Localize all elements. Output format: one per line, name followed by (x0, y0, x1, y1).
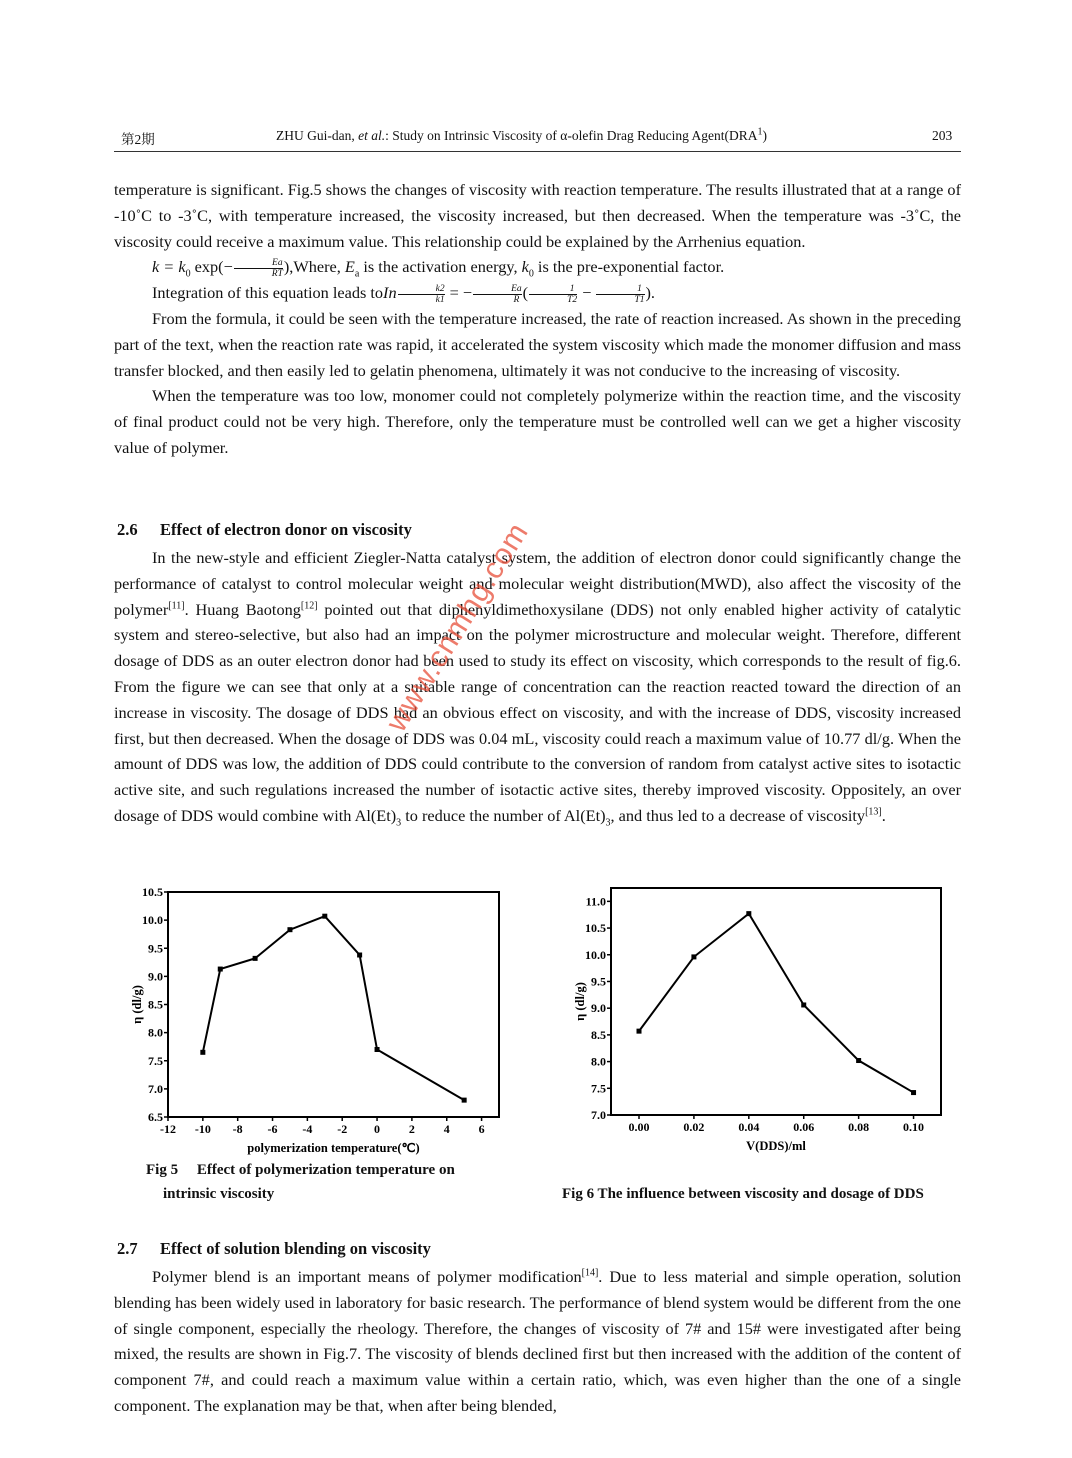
x-tick-label: -6 (267, 1122, 278, 1136)
data-point (322, 914, 327, 919)
x-tick-label: 0.10 (903, 1120, 925, 1134)
y-tick-label: 8.0 (148, 1025, 163, 1040)
x-tick-label: -2 (337, 1122, 348, 1136)
data-point (200, 1050, 205, 1055)
x-tick-label: 2 (408, 1122, 415, 1136)
y-tick-label: 8.0 (591, 1054, 606, 1069)
body-text-2-6 (114, 545, 961, 829)
x-tick-label: 4 (443, 1122, 450, 1136)
page-number: 203 (932, 128, 953, 143)
y-tick-label: 10.5 (142, 885, 163, 899)
y-tick-label: 7.0 (148, 1081, 163, 1096)
subscript: 3 (605, 817, 611, 829)
y-tick-label: 8.5 (148, 997, 163, 1012)
section-heading-2-7: 2.7 Effect of solution blending on viscosity (117, 1239, 431, 1258)
citation-ref: [14] (581, 1267, 599, 1279)
chart-fig6 (555, 876, 965, 1166)
data-point (253, 956, 258, 961)
series-line (203, 916, 464, 1100)
x-tick-label: -12 (160, 1122, 176, 1136)
data-point (856, 1058, 861, 1063)
fig5-caption: Fig 5 Effect of polymerization temperature on intrinsic viscosity (146, 1162, 455, 1202)
y-tick-label: 9.5 (591, 974, 606, 989)
y-tick-label: 9.5 (148, 941, 163, 956)
x-tick-label: 6 (478, 1122, 485, 1136)
chart-fig5 (110, 880, 520, 1160)
x-tick-label: 0.02 (683, 1120, 705, 1134)
data-point (801, 1002, 806, 1007)
watermark: www.cnmhg.com (380, 516, 536, 738)
x-tick-label: 0.00 (628, 1120, 650, 1134)
y-tick-label: 10.0 (142, 913, 163, 928)
y-tick-label: 9.0 (148, 969, 163, 984)
data-point (691, 954, 696, 959)
section-heading-2-6: 2.6 Effect of electron donor on viscosity (117, 520, 412, 539)
equation-arrhenius: $k = k_0$ exp(− $\frac{Ea}{RT}$ ),Where, $E_a$ is the activation energy, $k_0$ is the pre-exponential factor. (152, 257, 725, 280)
y-tick-label: 7.5 (148, 1053, 163, 1068)
y-tick-label: 7.0 (591, 1108, 606, 1122)
data-point (375, 1047, 380, 1052)
x-tick-label: -4 (302, 1122, 313, 1136)
paragraph: In the new-style and efficient Ziegler-Natta catalyst system, the addition of electron donor could significantly change the performance of catalyst to control molecular weight and molecular weight distribution(MWD), also affect the viscosity of the polymer[11]. Huang Baotong[12] pointed out that diphenyldimethoxysilane (DDS) not only enabled higher activity of catalytic system and stereo-selective, but also had an impact on the polymer microstructure and molecular weight. Therefore, different dosage of DDS as an outer electron donor had been used to study its effect on viscosity, which corresponds to the result of fig.6. From the figure we can see that only at a suitable range of concentration can the reaction reacted toward the direction of an increase in viscosity. The dosage of DDS had an obvious effect on viscosity, and with the increase of DDS, viscosity increased first, but then decreased. When the dosage of DDS was 0.04 mL, viscosity could reach a maximum value of 10.77 dl/g. When the amount of DDS was low, the addition of DDS could contribute to the conversion of random from catalyst active sites to isotactic active site, and such regulations increased the number of isotactic active sites, thereby improved viscosity. Oppositely, an over dosage of DDS would combine with $Al(Et)_3$ to reduce the number of $Al(Et)_3$, and thus led to a decrease of viscosity[13]. (114, 548, 962, 829)
x-tick-label: 0 (374, 1122, 381, 1136)
issue-number: 第2期 (121, 132, 155, 147)
data-point (357, 953, 362, 958)
x-tick-label: 0.08 (848, 1120, 870, 1134)
y-tick-label: 11.0 (585, 894, 606, 909)
x-axis-label: V(DDS)/ml (746, 1139, 806, 1153)
data-point (637, 1029, 642, 1034)
paragraph: When the temperature was too low, monomer could not completely polymerize within the reaction time, and the viscosity of final product could not be very high. Therefore, only the temperature must be controlled well can we get a higher viscosity value of polymer. (114, 386, 961, 457)
body-text-top (114, 177, 961, 461)
equation-integration: Integration of this equation leads toIn $\frac{k2}{k1}$ = − $\frac{Ea}{R}$ ( $\frac{1}{T2}$ − $\frac{1}{T1}$ ). (152, 283, 655, 305)
data-point (287, 927, 292, 932)
y-tick-label: 10.5 (585, 921, 606, 936)
fig6-caption: Fig 6 The influence between viscosity and dosage of DDS (562, 1186, 924, 1202)
paragraph: temperature is significant. Fig.5 shows the changes of viscosity with reaction temperature. The results illustrated that at a range of -10˚C to -3˚C, with temperature increased, the viscosity increased, but then decreased. When the temperature was -3˚C, the viscosity could receive a maximum value. This relationship could be explained by the Arrhenius equation. (114, 180, 961, 251)
body-text-2-7 (114, 1264, 961, 1419)
citation-ref: [11] (168, 600, 185, 612)
header-rule (114, 151, 961, 152)
y-axis-label: η (dl/g) (130, 985, 144, 1024)
x-tick-label: -8 (232, 1122, 243, 1136)
y-tick-label: 9.0 (591, 1001, 606, 1016)
x-axis-label: polymerization temperature(℃) (247, 1141, 420, 1155)
x-tick-label: 0.04 (738, 1120, 760, 1134)
citation-ref: [13] (865, 806, 882, 818)
citation-ref: [12] (300, 600, 318, 612)
data-point (911, 1090, 916, 1095)
paragraph: Polymer blend is an important means of polymer modification[14]. Due to less material and simple operation, solution blending has been widely used in laboratory for basic research. The performance of blend system would be different from the one of single component, especially the rheology. Therefore, the changes of viscosity of 7# and 15# were investigated after being mixed, the results are shown in Fig.7. The viscosity of blends declined first but then increased with the addition of the content of component 7#, and could reach a maximum value within a certain ratio, which, was even higher than the one of a single component. The explanation may be that, when after being blended, (114, 1267, 961, 1415)
x-tick-label: 0.06 (793, 1120, 815, 1134)
x-tick-label: -10 (194, 1122, 211, 1136)
paragraph: From the formula, it could be seen with the temperature increased, the rate of reaction increased. As shown in the preceding part of the text, when the reaction rate was rapid, it accelerated the system viscosity which made the monomer diffusion and mass transfer blocked, and then easily led to gelatin phenomena, ultimately it was not conducive to the increasing of viscosity. (114, 308, 961, 380)
subscript: 3 (396, 817, 402, 829)
y-tick-label: 6.5 (148, 1110, 163, 1124)
data-point (746, 911, 751, 916)
data-point (462, 1098, 467, 1103)
series-line (639, 914, 914, 1093)
running-title: ZHU Gui-dan, et al.: Study on Intrinsic Viscosity of α-olefin Drag Reducing Agent(DRA$^1$) (276, 126, 767, 143)
y-tick-label: 10.0 (585, 947, 606, 962)
y-tick-label: 7.5 (591, 1081, 606, 1096)
y-axis-label: η (dl/g) (573, 982, 587, 1021)
data-point (218, 967, 223, 972)
y-tick-label: 8.5 (591, 1027, 606, 1042)
